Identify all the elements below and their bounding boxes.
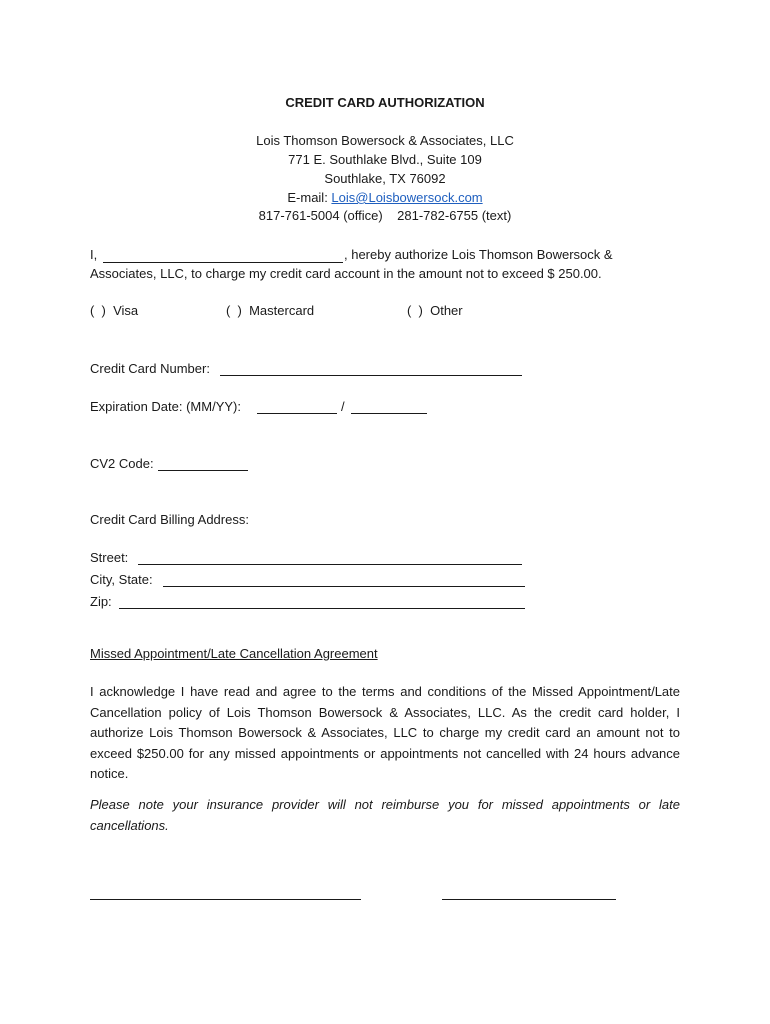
card-type-other[interactable]: ( ) Other	[407, 303, 463, 318]
email-label: E-mail:	[287, 190, 332, 205]
card-type-visa[interactable]: ( ) Visa	[90, 303, 139, 318]
agreement-body: I acknowledge I have read and agree to the terms and conditions of the Missed Appointment/Late Cancellation policy of Lois Thomson Bowersock & Associates, LLC. As the credit card holder, I authorize Lois Thomson Bowersock & Associates, LLC to charge my credit card an amount not to exceed $250.00 for any missed appointments or appointments not cancelled with 24 hours advance notice.	[90, 684, 680, 782]
expiration-label: Expiration Date: (MM/YY):	[90, 399, 241, 414]
name-blank-line[interactable]	[103, 262, 343, 263]
authorization-line-1: , hereby authorize Lois Thomson Bowersock &	[344, 247, 613, 262]
zip-line[interactable]	[119, 608, 525, 609]
date-line[interactable]	[442, 899, 616, 900]
authorization-prefix: I,	[90, 247, 98, 262]
cv2-line[interactable]	[158, 470, 248, 471]
address-line-2: Southlake, TX 76092	[324, 171, 446, 186]
street-line[interactable]	[138, 564, 522, 565]
email-line	[0, 190, 770, 205]
zip-label: Zip:	[90, 594, 112, 609]
expiration-year-line[interactable]	[351, 413, 427, 414]
expiration-month-line[interactable]	[257, 413, 337, 414]
card-number-line[interactable]	[220, 375, 522, 376]
signature-line[interactable]	[90, 899, 361, 900]
phone-numbers: 817-761-5004 (office) 281-782-6755 (text)	[258, 208, 512, 223]
authorization-line-2: Associates, LLC, to charge my credit card account in the amount not to exceed $ 250.00.	[90, 266, 602, 281]
agreement-heading: Missed Appointment/Late Cancellation Agreement	[90, 646, 378, 661]
insurance-note: Please note your insurance provider will not reimburse you for missed appointments or late cancellations.	[90, 797, 680, 833]
address-line-1: 771 E. Southlake Blvd., Suite 109	[288, 152, 482, 167]
city-state-label: City, State:	[90, 572, 153, 587]
cv2-label: CV2 Code:	[90, 456, 154, 471]
card-type-mastercard[interactable]: ( ) Mastercard	[226, 303, 315, 318]
billing-address-label: Credit Card Billing Address:	[90, 512, 249, 527]
document-title: CREDIT CARD AUTHORIZATION	[285, 95, 485, 110]
email-link[interactable]: Lois@Loisbowersock.com	[331, 190, 483, 205]
expiration-separator: /	[341, 399, 345, 414]
street-label: Street:	[90, 550, 129, 565]
card-number-label: Credit Card Number:	[90, 361, 210, 376]
company-name: Lois Thomson Bowersock & Associates, LLC	[256, 133, 514, 148]
city-state-line[interactable]	[163, 586, 525, 587]
